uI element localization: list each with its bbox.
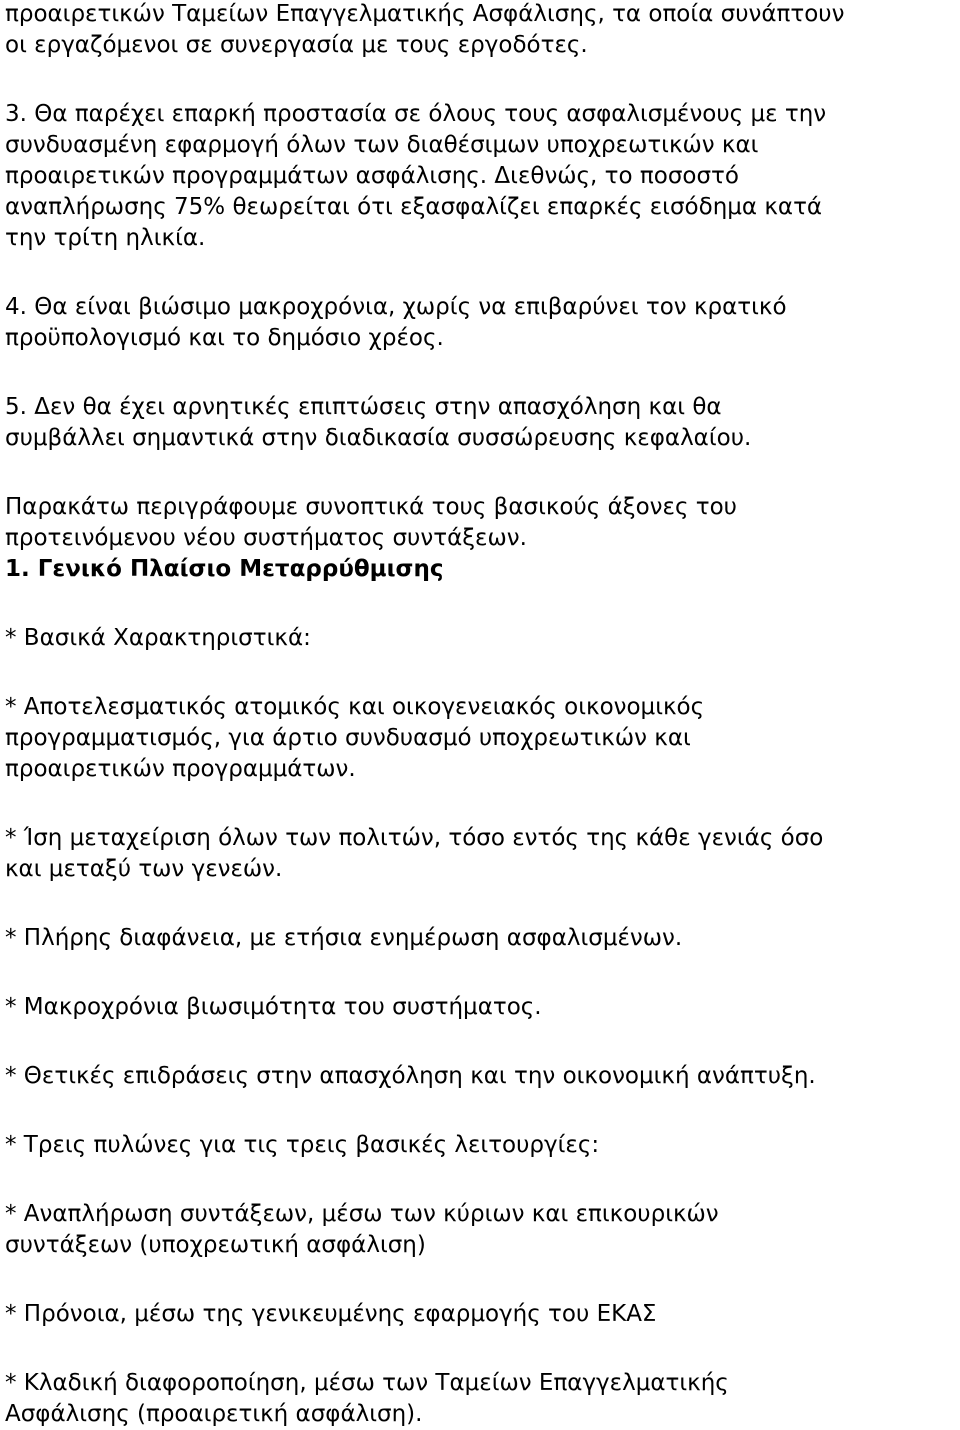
text-line: προαιρετικών προγραμμάτων. [5,756,356,782]
text-line: * Βασικά Χαρακτηριστικά: [5,625,311,651]
text-line: προαιρετικών προγραμμάτων ασφάλισης. Διεθνώς, το ποσοστό [5,163,739,189]
text-line: προγραμματισμός, για άρτιο συνδυασμό υποχρεωτικών και [5,725,691,751]
bullet-item [5,623,955,654]
text-line: την τρίτη ηλικία. [5,225,206,251]
text-line: οι εργαζόμενοι σε συνεργασία με τους εργοδότες. [5,32,588,58]
bullet-item [5,692,955,785]
text-line: συμβάλλει σημαντικά στην διαδικασία συσσώρευσης κεφαλαίου. [5,425,752,451]
bullet-item [5,992,955,1023]
text-line: * Μακροχρόνια βιωσιμότητα του συστήματος. [5,994,542,1020]
section-heading: 1. Γενικό Πλαίσιο Μεταρρύθμισης [5,556,444,582]
text-line: αναπλήρωσης 75% θεωρείται ότι εξασφαλίζει επαρκές εισόδημα κατά [5,194,823,220]
text-line: * Αποτελεσματικός ατομικός και οικογενειακός οικονομικός [5,694,705,720]
text-line: 3. Θα παρέχει επαρκή προστασία σε όλους τους ασφαλισμένους με την [5,101,827,127]
text-line: και μεταξύ των γενεών. [5,856,283,882]
text-line: προτεινόμενου νέου συστήματος συντάξεων. [5,525,527,551]
text-line: * Θετικές επιδράσεις στην απασχόληση και την οικονομική ανάπτυξη. [5,1063,816,1089]
text-line: Ασφάλισης (προαιρετική ασφάλιση). [5,1401,423,1427]
list-item-3 [5,99,955,254]
text-line: * Αναπλήρωση συντάξεων, μέσω των κύριων και επικουρικών [5,1201,719,1227]
text-line: 5. Δεν θα έχει αρνητικές επιπτώσεις στην απασχόληση και θα [5,394,722,420]
text-line: * Πρόνοια, μέσω της γενικευμένης εφαρμογής του ΕΚΑΣ [5,1301,657,1327]
text-line: συνδυασμένη εφαρμογή όλων των διαθέσιμων υποχρεωτικών και [5,132,759,158]
bullet-item [5,1061,955,1092]
summary-paragraph [5,492,955,554]
bullet-item [5,1199,955,1261]
bullet-item [5,823,955,885]
paragraph-continuation [5,0,955,61]
bullet-item [5,1130,955,1161]
text-line: * Ίση μεταχείριση όλων των πολιτών, τόσο εντός της κάθε γενιάς όσο [5,825,824,851]
text-line: προϋπολογισμό και το δημόσιο χρέος. [5,325,444,351]
list-item-5 [5,392,955,454]
text-line: * Τρεις πυλώνες για τις τρεις βασικές λειτουργίες: [5,1132,600,1158]
text-line: * Κλαδική διαφοροποίηση, μέσω των Ταμείων Επαγγελματικής [5,1370,729,1396]
bullet-item [5,923,955,954]
bullet-item [5,1368,955,1430]
text-line: συντάξεων (υποχρεωτική ασφάλιση) [5,1232,426,1258]
text-line: 4. Θα είναι βιώσιμο μακροχρόνια, χωρίς να επιβαρύνει τον κρατικό [5,294,787,320]
text-line: Παρακάτω περιγράφουμε συνοπτικά τους βασικούς άξονες του [5,494,737,520]
list-item-4 [5,292,955,354]
text-line: * Πλήρης διαφάνεια, με ετήσια ενημέρωση ασφαλισμένων. [5,925,683,951]
bullet-item [5,1299,955,1330]
document-page [5,0,955,1430]
text-line: προαιρετικών Ταμείων Επαγγελματικής Ασφάλισης, τα οποία συνάπτουν [5,1,845,27]
